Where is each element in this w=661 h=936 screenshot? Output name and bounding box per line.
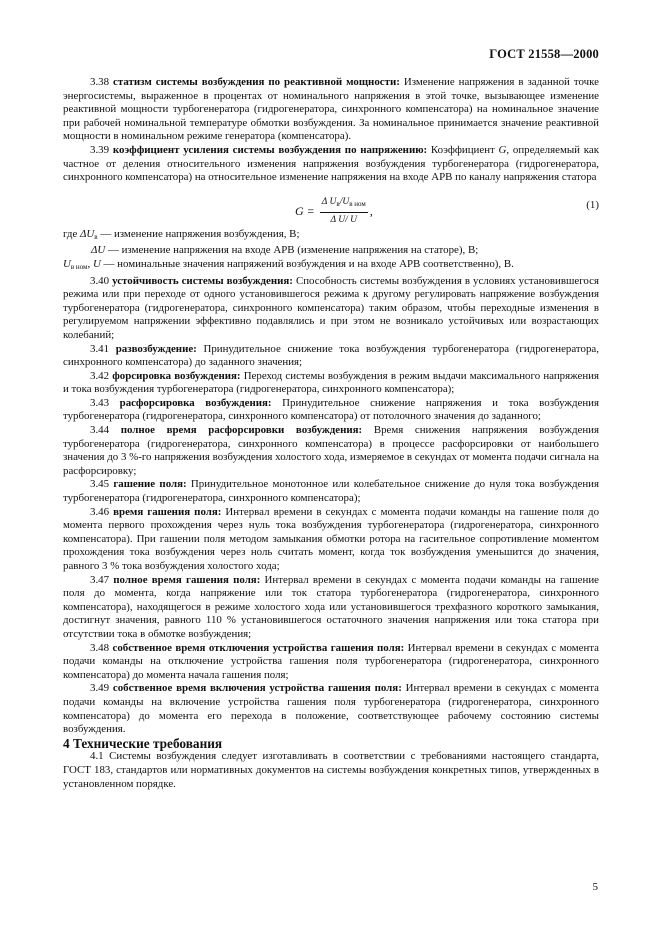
formula-number: (1): [586, 198, 599, 211]
clause-text: Принудительное снижение напряжения и тока возбуждения турбогенератора (гидрогенератора, синхронного компенсатора) от потолочного значения до заданного;: [63, 396, 599, 423]
clause-3-43: [63, 397, 599, 424]
document-header: ГОСТ 21558—2000: [489, 47, 599, 61]
clause-3-48: [63, 642, 599, 683]
clause-number: 3.42: [90, 369, 110, 382]
clause-text: Изменение напряжения в заданной точке энергосистемы, выраженное в процентах от номинального напряжения в этой точке, вызывающее изменение реактивной мощности турбогенератора (гидрогенератора, синхронного компенсатора) на номинальное значение при рабочей номинальной температуре обмотки возбуждения. За номинальное принимается значение реактивной мощности в номинальном режиме генератора (компенсатора).: [63, 76, 599, 143]
clause-number: 3.49: [90, 682, 110, 695]
legend-line-2: ΔU — изменение напряжения на входе АРВ (изменение напряжения на статоре), В;: [91, 244, 479, 257]
clause-3-46: [63, 506, 599, 574]
clause-term: статизм системы возбуждения по реактивной мощности:: [113, 76, 400, 88]
clause-3-47: [63, 574, 599, 642]
legend-line-1: где $\Delta U_в$ — изменение напряжения возбуждения, В;: [63, 227, 300, 241]
clause-number: 3.40: [90, 274, 110, 287]
clause-text: Интервал времени в секундах с момента подачи команды на гашение поля до момента, когда напряжение или ток статора турбогенератора (гидрогенератора, синхронного компенсатора), находящегося в режиме холостого хода или установившегося трехфазного короткого замыкания, достигнут значения, равного 110 % установившегося остаточного значения напряжения или тока статора при отсутствии тока в обмотке возбуждения;: [63, 573, 599, 640]
clause-text: Коэффициент: [427, 143, 499, 156]
clause-text: Способность системы возбуждения в условиях установившегося режима или при переходе от одного установившегося режима к другому регулировать напряжение возбуждения турбогенератора (гидрогенератора, синхронного компенсатора) таким образом, чтобы переходные изменения в регулируемом напряжении эффективно подавлялись и при этом не возникало устойчивых или возрастающих колебаний;: [63, 274, 599, 341]
clause-text: , определяемый как частное от деления относительного изменения напряжения возбуждения турбогенератора (гидрогенератора, синхронного компенсатора) на относительное изменение напряжения на входе АРВ по каналу напряжения статора: [63, 143, 599, 184]
clause-number: 3.47: [90, 573, 110, 586]
clause-3-44: [63, 424, 599, 478]
clause-term: собственное время отключения устройства гашения поля:: [112, 641, 405, 654]
clause-number: 3.44: [90, 424, 110, 437]
clause-number: 3.41: [90, 342, 110, 355]
legend-line-3: $U_{в ном}$, U — номинальные значения напряжений возбуждения и на входе АРВ соответственно), В.: [63, 257, 514, 271]
section-heading: 4 Технические требования: [63, 735, 223, 751]
clause-number: 3.48: [90, 641, 110, 654]
clause-text: Интервал времени в секундах с момента подачи команды на отключение устройства гашения поля турбогенератора (гидрогенератора, синхронного компенсатора) до момента начала гашения поля;: [63, 641, 599, 681]
clause-term: собственное время включения устройства гашения поля:: [112, 682, 402, 695]
clause-term: гашение поля:: [113, 478, 187, 491]
formula-fraction: [320, 196, 368, 228]
clause-number: 3.38: [90, 76, 110, 88]
clause-term: устойчивость системы возбуждения:: [112, 274, 293, 287]
document-body: [63, 76, 599, 791]
formula-tail: ,: [369, 203, 373, 218]
clause-number: 3.39: [90, 143, 110, 156]
clause-3-42: [63, 370, 599, 397]
clause-3-49: [63, 682, 599, 736]
clause-text: Интервал времени в секундах с момента подачи команды на включение устройства гашения поля турбогенератора (гидрогенератора, синхронного компенсатора) до момента его перехода в положение, соответствующее рабочему состоянию системы возбуждения.: [63, 682, 599, 736]
clause-3-40: [63, 275, 599, 343]
clause-variable: G: [498, 143, 507, 156]
clause-text: Принудительное снижение тока возбуждения турбогенератора (гидрогенератора, синхронного компенсатора) до заданного значения;: [63, 342, 599, 369]
formula-lhs: G =: [295, 203, 315, 218]
clause-text: Время снижения напряжения возбуждения турбогенератора (гидрогенератора, синхронного компенсатора) в процессе расфорсировки от наибольшего значения до 3 %-го напряжения возбуждения холостого хода, измеряемое в секундах от момента подачи сигнала на расфорсировку;: [63, 424, 599, 477]
formula-expression: [295, 196, 373, 228]
clause-term: коэффициент усиления системы возбуждения по напряжению:: [112, 143, 428, 156]
clause-term: развозбуждение:: [115, 342, 197, 355]
clause-3-39: [63, 144, 599, 185]
clause-number: 3.46: [90, 505, 110, 518]
clause-term: время гашения поля:: [113, 505, 222, 518]
formula-1: [63, 187, 599, 227]
formula-denominator: Δ U/ U: [330, 215, 358, 226]
clause-4-1: 4.1 Системы возбуждения следует изготавливать в соответствии с требованиями настоящего стандарта, ГОСТ 183, стандартов или нормативных документов на системы возбуждения конкретных типов, утвержденных в установленном порядке.: [63, 750, 599, 790]
clause-text: Интервал времени в секундах с момента подачи команды на гашение поля до момента первого прохождения через нуль тока возбуждения турбогенератора (гидрогенератора, синхронного компенсатора). При гашении поля методом замыкания обмотки ротора на гасительное сопротивление моментом прохождения тока возбуждения через ноль считать момент, когда ток возбуждения уменьшится до значения, равного 3 % тока возбуждения холостого хода;: [63, 505, 600, 572]
clause-text: Принудительное монотонное или колебательное снижение до нуля тока возбуждения турбогенератора (гидрогенератора, синхронного компенсатора);: [63, 478, 600, 505]
formula-legend: [63, 228, 599, 275]
clause-term: полное время гашения поля:: [113, 573, 261, 586]
clause-term: расфорсировка возбуждения:: [119, 396, 272, 409]
clause-3-38: [63, 76, 599, 144]
formula-numerator: Δ $U_в/U_{в ном}$: [320, 196, 368, 214]
clause-term: полное время расфорсировки возбуждения:: [120, 424, 363, 437]
clause-number: 3.43: [90, 396, 110, 409]
clause-3-45: [63, 478, 599, 505]
clause-term: форсировка возбуждения:: [112, 369, 241, 382]
clause-text: Переход системы возбуждения в режим выдачи максимального напряжения и тока возбуждения турбогенератора (гидрогенератора, синхронного компенсатора);: [63, 369, 599, 396]
page-number: 5: [592, 881, 598, 893]
clause-number: 3.45: [90, 478, 110, 491]
clause-3-41: [63, 343, 599, 370]
